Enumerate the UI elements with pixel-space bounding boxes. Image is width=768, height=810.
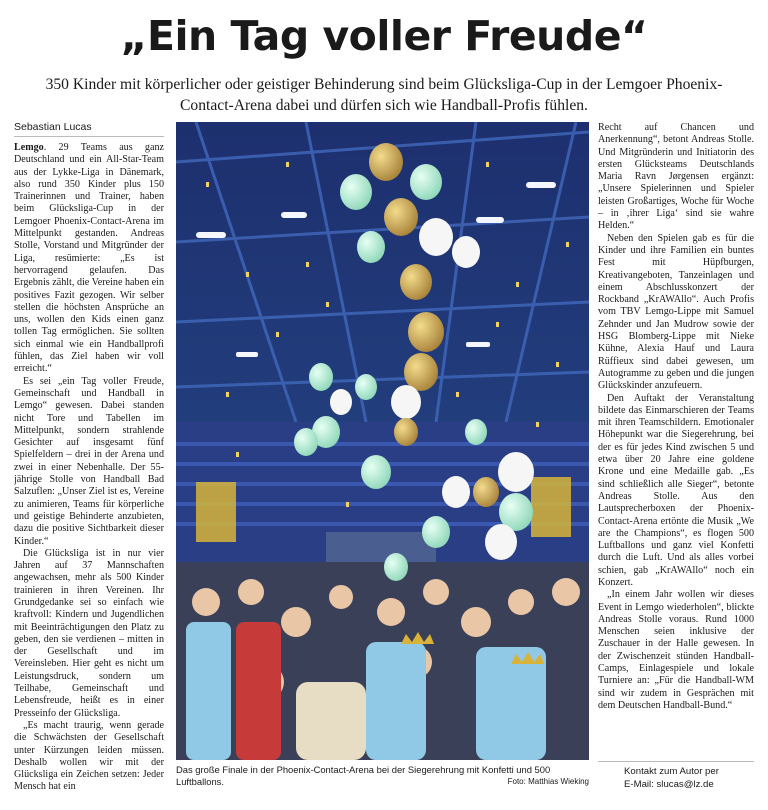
paragraph-text: . 29 Teams aus ganz Deutschland und ein All-Star-Team aus der Lykke-Liga in Dänemark, also rund 350 Kinder plus 150 Trainerinnen und Trainer, haben beim Glücksliga-Cup in der Lemgoer Phoenix-Contact-Arena im Mittelpunkt gestanden. Andreas Stolle, Vorstand und Mitgründer der Liga, resümierte: „Es ist hervorragend gelaufen. Das Ergebnis zählt, die Vereine haben ein positives Fazit gezogen. Wir selber stellen die höchsten Ansprüche an uns, wollen den Kids einen ganz tollen Tag ermöglichen. Sie sollten sich einmal wie ein Handballprofi fühlen, das Ziel haben wir voll erreicht.“ [14,142,164,375]
contact-email[interactable]: E-Mail: slucas@lz.de [624,778,714,790]
byline-rule [14,136,164,137]
paragraph: „In einem Jahr wollen wir dieses Event in Lemgo wiederholen“, blickte Andreas Stolle voraus. Rund 1000 Menschen seien inklusive der Zuschauer in der Halle gewesen. In der Zwischenzeit stünden Handball-Camps, Einlagespiele und lokale Turniere an: „Für die Handball-WM sind wir zudem in Gesprächen mit dem Deutschen Handball-Bund.“ [598,589,754,711]
paragraph: Den Auftakt der Veranstaltung bildete das Einmarschieren der Teams mit ihren Teamschildern. Emotionaler Höhepunkt war die Siegerehrung, bei der es für jedes Kind zwischen 5 und etwa über 20 Jahre eine goldene Krone und eine Medaille gab. „Es sind schließlich alle Sieger“, betonte Andreas Stolle. Aus den Lautsprecherboxen der Phoenix-Contact-Arena ertönte die Musik „We are the Champions“, es flogen 500 Luftballons und ganz viel Konfetti durch die Luft. Und als alles vorbei schien, gab „KrAWAllo“ noch ein Konzert. [598,392,754,588]
headline: „Ein Tag voller Freude“ [120,12,648,60]
caption-text: Das große Finale in der Phoenix-Contact-Arena bei der Siegerehrung mit Konfetti und 500 Luftballons. [176,764,551,787]
paragraph: „Es macht traurig, wenn gerade die Schwächsten der Gesellschaft unter Kürzungen leiden müssen. Deshalb wollen wir mit der Glücksliga ein Zeichen setzen: Jeder Mensch hat ein [14,719,164,793]
paragraph [14,142,164,376]
arena-celebration-image [176,122,589,760]
photo-credit: Foto: Matthias Wieking [507,776,589,786]
paragraph: Recht auf Chancen und Anerkennung“, betont Andreas Stolle. Und Mitgründerin und Initiatorin des ersten Glücksteams Deutschlands Maria Ravn Jørgensen ergänzt: „Unsere Spielerinnen und Spieler leisten Großartiges, Woche für Woche – in ‚ihrer Liga‘ sind sie wahre Helden.“ [598,122,754,232]
subheadline: 350 Kinder mit körperlicher oder geistiger Behinderung sind beim Glücksliga-Cup in der Lemgoer Phoenix-Contact-Arena dabei und dürfen sich wie Handball-Profis fühlen. [45,76,723,114]
paragraph: Die Glücksliga ist in nur vier Jahren auf 37 Mannschaften angewachsen, mehr als 500 Kinder trainieren in ihren Vereinen. Ihr Grundgedanke sei so einfach wie kraftvoll: Kindern und Jugendlichen mit Beeinträchtigungen den Platz zu geben, den sie verdienen – mitten in der Gesellschaft und im Vereinsleben. Hier geht es nicht um Leistungsdruck, sondern um Teilhabe, Gemeinschaft und Lebensfreude, heißt es in einer Presseinfo der Glücksliga. [14,547,164,719]
dateline: Lemgo [14,142,44,153]
paragraph: Neben den Spielen gab es für die Kinder und ihre Familien ein buntes Fest mit Hüpfburgen, Kreativangeboten, Tanzeinlagen und einem Abschlusskonzert der Rockband „KrAWAllo“. Auch Profis vom TBV Lemgo-Lippe mit Samuel Zehnder und Jan Mudrow sowie der HSG Blomberg-Lippe mit Nieke Kühne, Alexia Hauf und Laura Rüffieux sind dabei gewesen, um Autogramme zu geben und die jungen Glückskinder anzufeuern. [598,232,754,392]
paragraph: Es sei „ein Tag voller Freude, Gemeinschaft und Handball in Lemgo“ gewesen. Dabei standen nicht Tore und Tabellen im Mittelpunkt, sondern strahlende Gesichter auf insgesamt fünf Spielfeldern – drei in der Arena und zwei in einer Nebenhalle. Der 55-jährige Stolle von Handball Bad Salzuflen: „Unser Ziel ist es, Vereine zu animieren, Teams für körperliche und geistige Behinderte anzubieten, dazu die positive Sichtbarkeit dieser Kinder.“ [14,375,164,547]
text-column-3 [598,122,754,760]
author-byline: Sebastian Lucas [14,121,92,133]
article-photo [176,122,589,760]
author-contact [624,766,719,791]
photo-caption [176,764,589,787]
contact-label: Kontakt zum Autor per [624,766,719,777]
contact-rule [598,761,754,762]
text-column-1 [14,142,164,802]
